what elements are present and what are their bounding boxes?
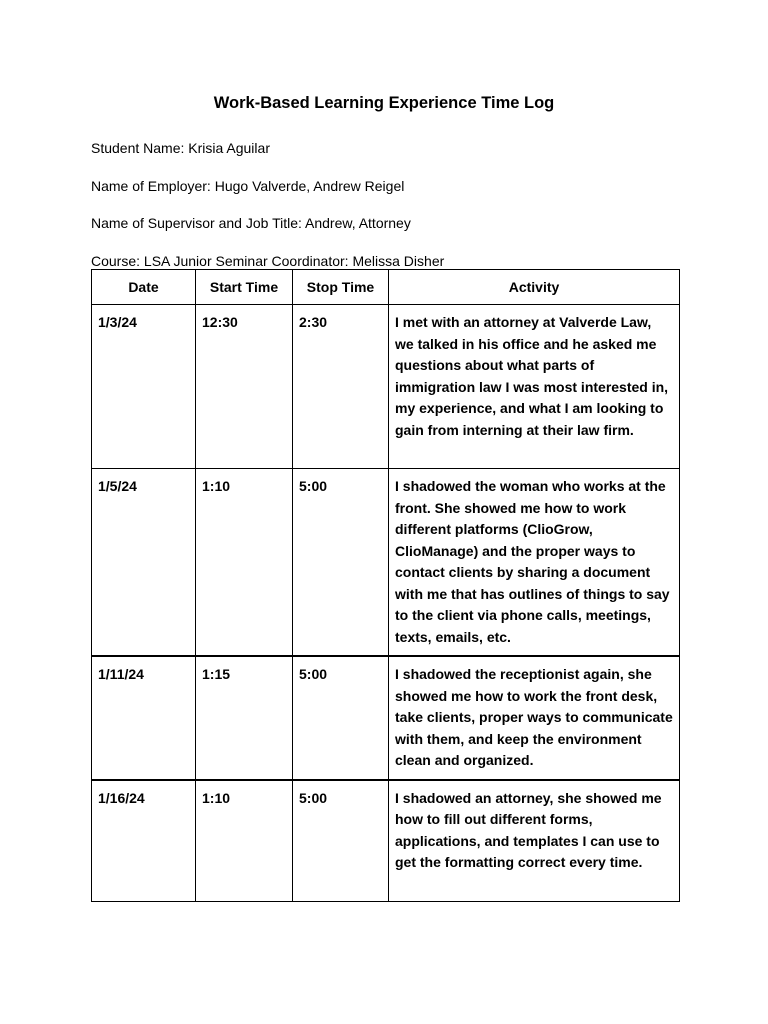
student-name: Student Name: Krisia Aguilar: [91, 140, 270, 156]
table-row: [92, 305, 680, 469]
cell-stop-time: 5:00: [293, 780, 389, 902]
table-row: [92, 656, 680, 780]
cell-date: 1/16/24: [92, 780, 196, 902]
cell-start-time: 1:15: [196, 656, 293, 780]
cell-activity: I shadowed an attorney, she showed me how to fill out different forms, applications, and templates I can use to get the formatting correct every time.: [389, 780, 680, 902]
header-activity: Activity: [389, 270, 680, 305]
supervisor-name: Name of Supervisor and Job Title: Andrew, Attorney: [91, 215, 411, 231]
table-row: [92, 469, 680, 657]
cell-start-time: 12:30: [196, 305, 293, 469]
header-start-time: Start Time: [196, 270, 293, 305]
cell-activity: I shadowed the receptionist again, she showed me how to work the front desk, take clients, proper ways to communicate with them, and keep the environment clean and organized.: [389, 656, 680, 780]
cell-date: 1/3/24: [92, 305, 196, 469]
table-header-row: [92, 270, 680, 305]
cell-start-time: 1:10: [196, 780, 293, 902]
cell-activity: I met with an attorney at Valverde Law, we talked in his office and he asked me questions about what parts of immigration law I was most interested in, my experience, and what I am looking to gain from interning at their law firm.: [389, 305, 680, 469]
time-log-table: [91, 269, 680, 902]
cell-stop-time: 5:00: [293, 469, 389, 657]
cell-stop-time: 2:30: [293, 305, 389, 469]
cell-stop-time: 5:00: [293, 656, 389, 780]
table-row: [92, 780, 680, 902]
header-date: Date: [92, 270, 196, 305]
page-title: Work-Based Learning Experience Time Log: [213, 94, 555, 112]
cell-date: 1/11/24: [92, 656, 196, 780]
cell-activity: I shadowed the woman who works at the front. She showed me how to work different platforms (ClioGrow, ClioManage) and the proper ways to contact clients by sharing a document with me that has outlines of things to say to the client via phone calls, meetings, texts, emails, etc.: [389, 469, 680, 657]
cell-date: 1/5/24: [92, 469, 196, 657]
employer-name: Name of Employer: Hugo Valverde, Andrew Reigel: [91, 178, 405, 194]
header-stop-time: Stop Time: [293, 270, 389, 305]
cell-start-time: 1:10: [196, 469, 293, 657]
course-info: Course: LSA Junior Seminar Coordinator: Melissa Disher: [91, 253, 445, 269]
